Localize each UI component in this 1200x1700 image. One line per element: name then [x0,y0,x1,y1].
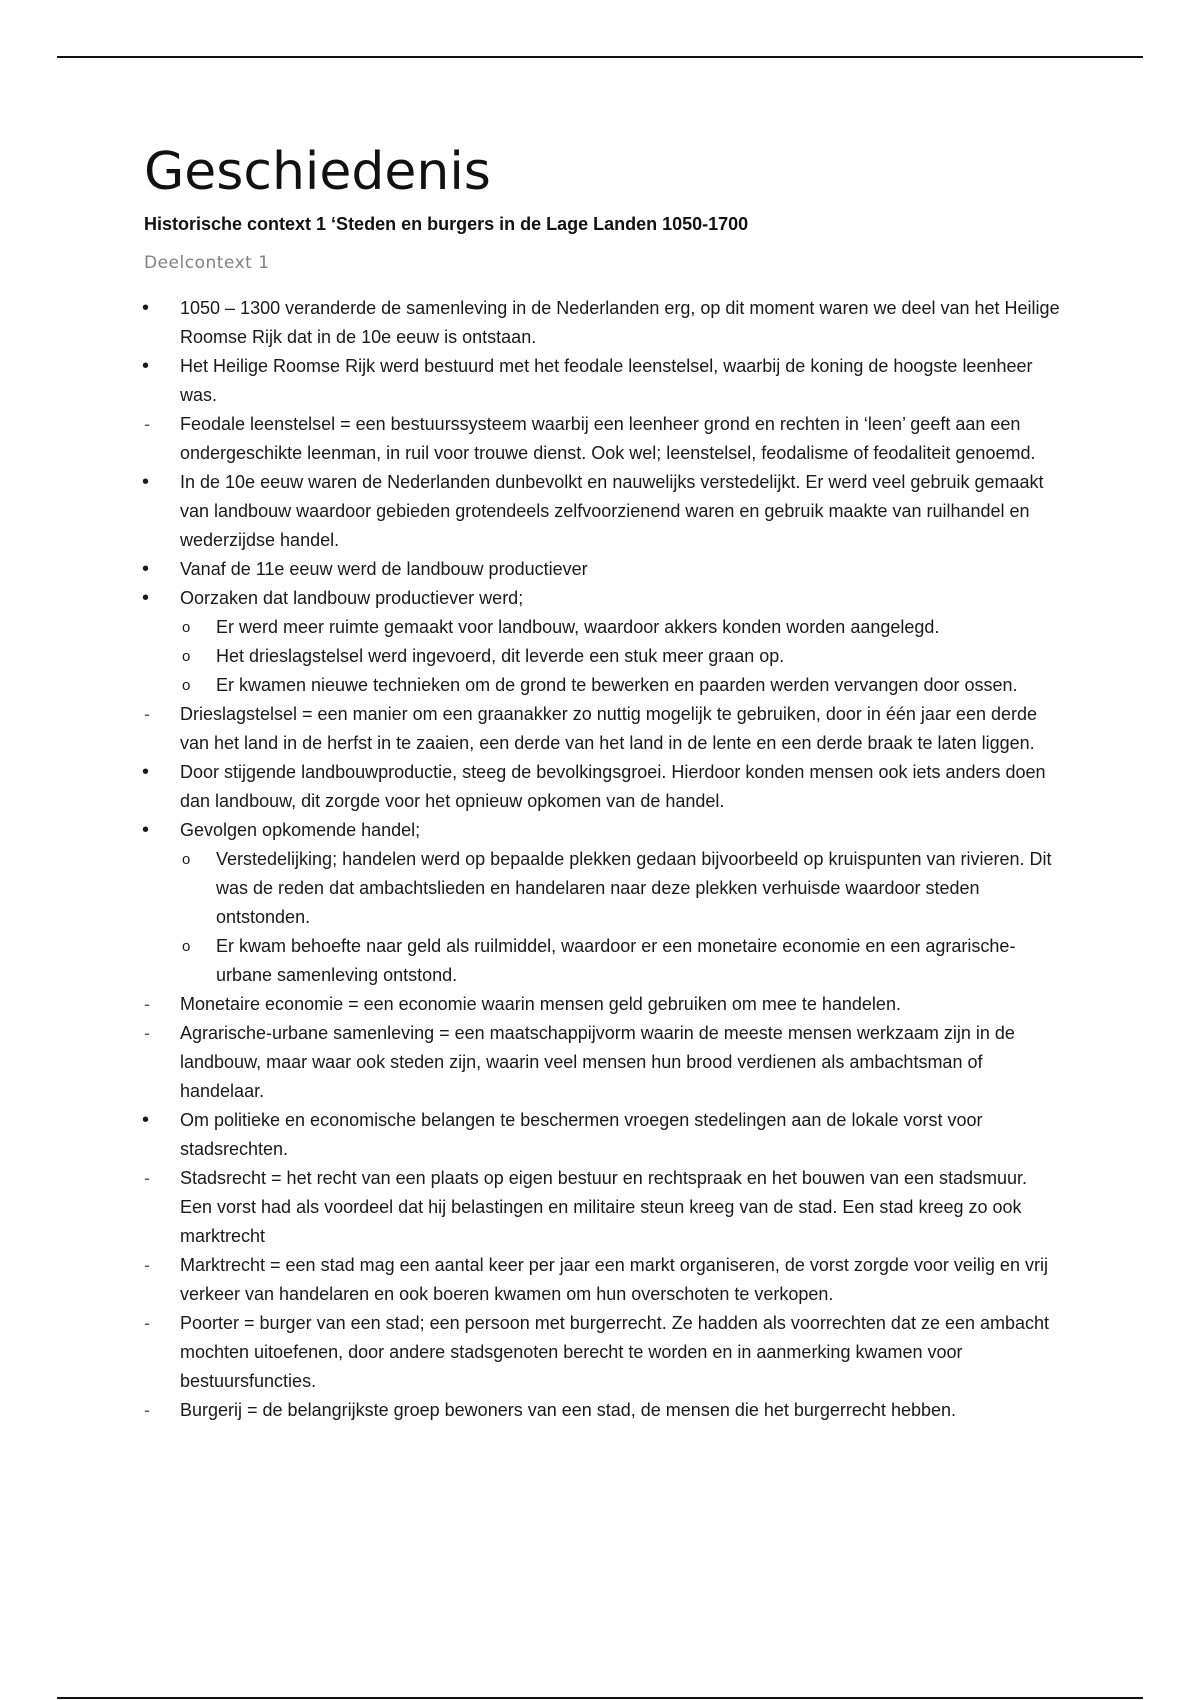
list-item-text: Vanaf de 11e eeuw werd de landbouw productiever [180,559,588,579]
section-heading: Deelcontext 1 [144,253,270,273]
bullet-icon: • [142,355,150,377]
list-item-text: Door stijgende landbouwproductie, steeg de bevolkingsgroei. Hierdoor konden mensen ook iets anders doen dan landbouw, dit zorgde voor het opnieuw opkomen van de handel. [180,762,1046,811]
sub-list-item [144,642,1064,671]
bullet-item [144,816,1064,845]
list-item-text: Er kwam behoefte naar geld als ruilmiddel, waardoor er een monetaire economie en een agrarische-urbane samenleving ontstond. [216,936,1016,985]
sub-list-item [144,671,1064,700]
bullet-item [144,758,1064,816]
list-item-text: Het Heilige Roomse Rijk werd bestuurd met het feodale leenstelsel, waarbij de koning de hoogste leenheer was. [180,356,1033,405]
list-item-text: Marktrecht = een stad mag een aantal keer per jaar een markt organiseren, de vorst zorgde voor veilig en vrij verkeer van handelaren en ook boeren kwamen om hun overschoten te verkopen. [180,1255,1048,1304]
bullet-item [144,294,1064,352]
circle-bullet-icon: o [182,851,191,868]
definition-item [144,990,1064,1019]
document-page [144,140,1064,1425]
sub-list-item [144,613,1064,642]
dash-bullet-icon: - [144,1400,150,1420]
list-item-text: Poorter = burger van een stad; een persoon met burgerrecht. Ze hadden als voorrechten dat ze een ambacht mochten uitoefenen, door andere stadsgenoten berecht te worden en in aanmerking kwamen voor bestuursfuncties. [180,1313,1050,1391]
list-item-text: In de 10e eeuw waren de Nederlanden dunbevolkt en nauwelijks verstedelijkt. Er werd veel gebruik gemaakt van landbouw waardoor gebieden grotendeels zelfvoorzienend waren en gebruik maakte van ruilhandel en wederzijdse handel. [180,472,1044,550]
bullet-item [144,584,1064,613]
bullet-icon: • [142,587,150,609]
bullet-item [144,555,1064,584]
list-item-text: Monetaire economie = een economie waarin mensen geld gebruiken om mee te handelen. [180,994,901,1014]
dash-bullet-icon: - [144,1168,150,1188]
header-rule [57,56,1143,58]
dash-bullet-icon: - [144,704,150,724]
document-subtitle: Historische context 1 ‘Steden en burgers in de Lage Landen 1050-1700 [144,214,749,234]
list-item-text: Stadsrecht = het recht van een plaats op eigen bestuur en rechtspraak en het bouwen van een stadsmuur. Een vorst had als voordeel dat hij belastingen en militaire steun kreeg van de stad. Een stad kreeg zo ook marktrecht [180,1168,1028,1246]
bullet-item [144,468,1064,555]
definition-item [144,1164,1064,1251]
dash-bullet-icon: - [144,994,150,1014]
circle-bullet-icon: o [182,677,191,694]
list-item-text: Agrarische-urbane samenleving = een maatschappijvorm waarin de meeste mensen werkzaam zijn in de landbouw, maar waar ook steden zijn, waarin veel mensen hun brood verdienen als ambachtsman of handelaar. [180,1023,1015,1101]
circle-bullet-icon: o [182,648,191,665]
definition-item [144,410,1064,468]
bullet-icon: • [142,471,150,493]
dash-bullet-icon: - [144,1255,150,1275]
bullet-item [144,352,1064,410]
list-item-text: Er kwamen nieuwe technieken om de grond te bewerken en paarden werden vervangen door ossen. [216,675,1018,695]
bullet-icon: • [142,1109,150,1131]
sub-list-item [144,845,1064,932]
definition-item [144,1309,1064,1396]
list-item-text: Gevolgen opkomende handel; [180,820,421,840]
dash-bullet-icon: - [144,414,150,434]
list-item-text: Drieslagstelsel = een manier om een graanakker zo nuttig mogelijk te gebruiken, door in één jaar een derde van het land in de herfst in te zaaien, een derde van het land in de lente en een derde braak te laten liggen. [180,704,1038,753]
bullet-icon: • [142,819,150,841]
sub-list-item [144,932,1064,990]
footer-rule [57,1697,1143,1699]
list-item-text: 1050 – 1300 veranderde de samenleving in de Nederlanden erg, op dit moment waren we deel van het Heilige Roomse Rijk dat in de 10e eeuw is ontstaan. [180,298,1060,347]
definition-item [144,1396,1064,1425]
bullet-icon: • [142,297,150,319]
document-title: Geschiedenis [144,142,491,202]
circle-bullet-icon: o [182,619,191,636]
list-item-text: Het drieslagstelsel werd ingevoerd, dit leverde een stuk meer graan op. [216,646,785,666]
list-item-text: Burgerij = de belangrijkste groep bewoners van een stad, de mensen die het burgerrecht hebben. [180,1400,957,1420]
dash-bullet-icon: - [144,1023,150,1043]
notes-list [144,294,1064,1425]
definition-item [144,1019,1064,1106]
bullet-icon: • [142,558,150,580]
list-item-text: Er werd meer ruimte gemaakt voor landbouw, waardoor akkers konden worden aangelegd. [216,617,940,637]
list-item-text: Om politieke en economische belangen te beschermen vroegen stedelingen aan de lokale vorst voor stadsrechten. [180,1110,983,1159]
definition-item [144,1251,1064,1309]
list-item-text: Feodale leenstelsel = een bestuurssysteem waarbij een leenheer grond en rechten in ‘leen’ geeft aan een ondergeschikte leenman, in ruil voor trouwe dienst. Ook wel; leenstelsel, feodalisme of feodaliteit genoemd. [180,414,1036,463]
circle-bullet-icon: o [182,938,191,955]
dash-bullet-icon: - [144,1313,150,1333]
list-item-text: Oorzaken dat landbouw productiever werd; [180,588,524,608]
definition-item [144,700,1064,758]
bullet-icon: • [142,761,150,783]
bullet-item [144,1106,1064,1164]
list-item-text: Verstedelijking; handelen werd op bepaalde plekken gedaan bijvoorbeeld op kruispunten van rivieren. Dit was de reden dat ambachtslieden en handelaren naar deze plekken verhuisde waardoor steden ontstonden. [216,849,1052,927]
